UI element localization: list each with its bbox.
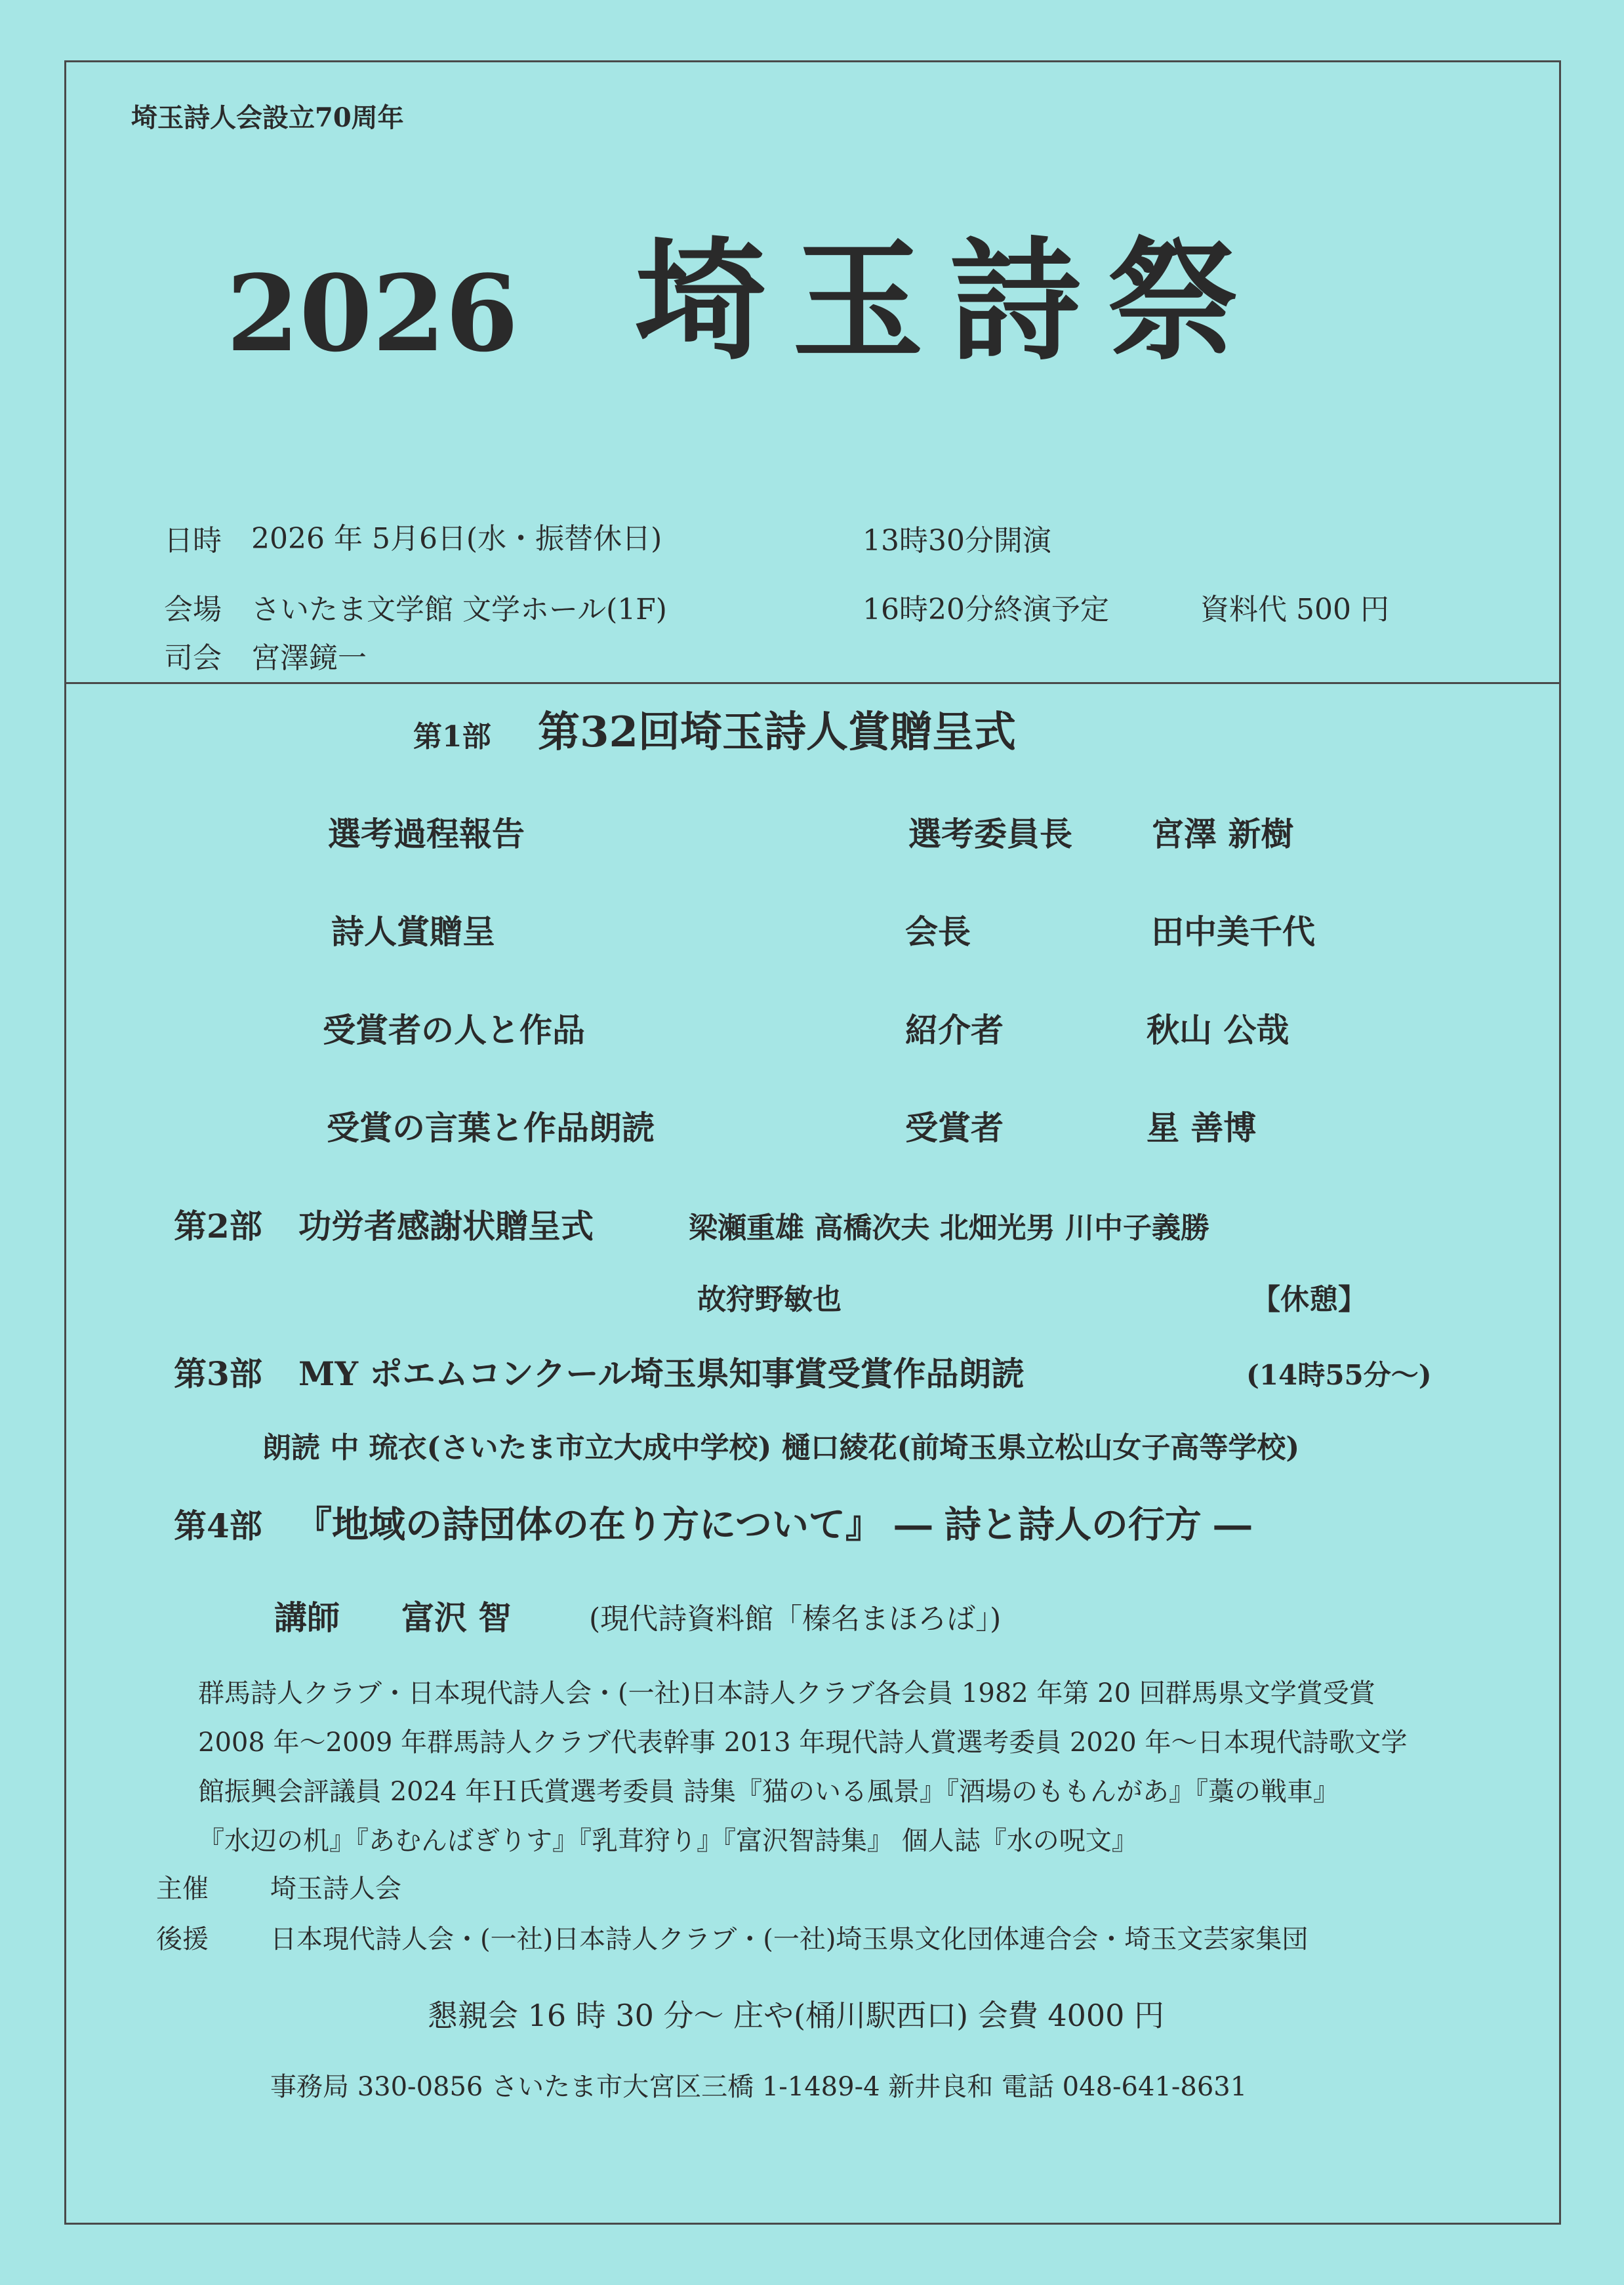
part1-role-3: 紹介者 [905, 1011, 1004, 1049]
fee-text: 資料代 500 円 [1200, 593, 1389, 626]
lecturer-affiliation: (現代詩資料館「榛名まほろば」) [589, 1602, 1002, 1636]
lecturer-bio-line: 『水辺の机』『あむんばぎりす』『乳茸狩り』『富沢智詩集』 個人誌『水の呪文』 [198, 1826, 1138, 1856]
mc-label: 司会 [164, 641, 222, 675]
date-value: 2026 年 5月6日(水・振替休日) [251, 522, 662, 556]
part4-title: 『地域の詩団体の在り方について』 ― 詩と詩人の行方 ― [295, 1503, 1251, 1547]
part2-honorees: 梁瀬重雄 高橋次夫 北畑光男 川中子義勝 [689, 1211, 1209, 1245]
venue-label: 会場 [164, 593, 222, 626]
part3-title: MY ポエムコンクール埼玉県知事賞受賞作品朗読 [298, 1354, 1025, 1393]
date-label: 日時 [164, 524, 222, 557]
part2-honoree-late: 故狩野敏也 [697, 1283, 842, 1316]
part1-item-4: 受賞の言葉と作品朗読 [327, 1108, 655, 1147]
break-label: 【休憩】 [1251, 1283, 1367, 1316]
page-title: 埼玉詩祭 [635, 224, 1265, 378]
title-year: 2026 [226, 252, 519, 375]
part1-role-2: 会長 [905, 912, 971, 951]
part1-name-4: 星 善博 [1147, 1108, 1257, 1147]
part2-title: 功労者感謝状贈呈式 [298, 1207, 594, 1245]
host-label: 主催 [156, 1874, 209, 1904]
part1-item-2: 詩人賞贈呈 [331, 912, 495, 951]
support-value: 日本現代詩人会・(一社)日本詩人クラブ・(一社)埼玉県文化団体連合会・埼玉文芸家集団 [270, 1924, 1309, 1954]
lecturer-bio-line: 2008 年～2009 年群馬詩人クラブ代表幹事 2013 年現代詩人賞選考委員 2020 年～日本現代詩歌文学 [198, 1728, 1408, 1758]
part1-item-1: 選考過程報告 [328, 815, 525, 853]
part3-label: 第3部 [174, 1354, 262, 1393]
part1-name-2: 田中美千代 [1151, 912, 1315, 951]
host-value: 埼玉詩人会 [270, 1874, 401, 1904]
part1-role-1: 選考委員長 [908, 815, 1072, 853]
part4-label: 第4部 [174, 1506, 262, 1545]
part2-label: 第2部 [174, 1207, 262, 1245]
venue-value: さいたま文学館 文学ホール(1F) [251, 593, 667, 626]
lecturer-bio-line: 館振興会評議員 2024 年Ｈ氏賞選考委員 詩集『猫のいる風景』『酒場のももんがあ』『藁の戦車』 [198, 1777, 1339, 1807]
part1-item-3: 受賞者の人と作品 [323, 1011, 585, 1049]
lecturer-label: 講師 [274, 1598, 340, 1637]
part1-role-4: 受賞者 [905, 1108, 1004, 1147]
part3-readers: 朗読 中 琉衣(さいたま市立大成中学校) 樋口綾花(前埼玉県立松山女子高等学校) [262, 1431, 1300, 1465]
lecturer-bio-line: 群馬詩人クラブ・日本現代詩人会・(一社)日本詩人クラブ各会員 1982 年第 20 回群馬県文学賞受賞 [198, 1678, 1375, 1709]
end-time: 16時20分終演予定 [863, 593, 1109, 626]
anniversary-text: 埼玉詩人会設立70周年 [131, 102, 404, 133]
start-time: 13時30分開演 [863, 524, 1051, 557]
part1-label: 第1部 [413, 720, 491, 754]
reception-info: 懇親会 16 時 30 分～ 庄や(桶川駅西口) 会費 4000 円 [428, 1998, 1165, 2033]
part1-name-1: 宮澤 新樹 [1151, 815, 1294, 853]
lecturer-name: 富沢 智 [401, 1598, 512, 1637]
divider-line [64, 682, 1561, 684]
part3-time: (14時55分～) [1246, 1359, 1432, 1391]
mc-value: 宮澤鏡一 [251, 641, 367, 675]
part1-name-3: 秋山 公哉 [1147, 1011, 1289, 1049]
support-label: 後援 [156, 1924, 209, 1954]
office-info: 事務局 330-0856 さいたま市大宮区三橋 1-1489-4 新井良和 電話 048-641-8631 [270, 2072, 1248, 2102]
part1-title: 第32回埼玉詩人賞贈呈式 [538, 708, 1017, 757]
